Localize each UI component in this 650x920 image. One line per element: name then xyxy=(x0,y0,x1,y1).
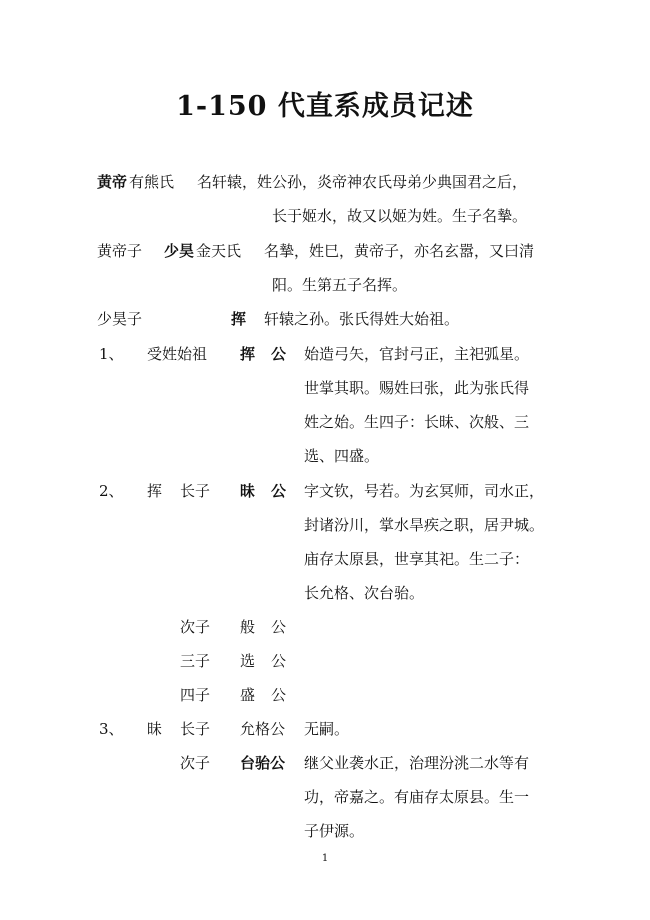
entry-3-role: 长子 xyxy=(180,720,211,738)
huangdi-clan: 有熊氏 xyxy=(129,173,175,191)
entry-1-name: 挥 xyxy=(240,345,256,363)
entry-taitai-desc-line-1: 继父业袭水正，治理汾洮二水等有 xyxy=(304,754,530,772)
entry-ban-role: 次子 xyxy=(180,618,211,636)
entry-1-desc-line-2: 世掌其职。赐姓曰张，此为张氏得 xyxy=(304,379,530,397)
entry-sheng-name: 盛 xyxy=(240,686,256,704)
entry-2-role: 长子 xyxy=(180,482,211,500)
entry-taitai-desc-line-3: 子伊源。 xyxy=(304,822,365,840)
entry-taitai-name: 台骀公 xyxy=(240,754,286,772)
entry-2-name: 昧 xyxy=(240,482,256,500)
entry-taitai-role: 次子 xyxy=(180,754,211,772)
entry-2-parent: 挥 xyxy=(147,482,163,500)
huangdi-desc-line-1: 名轩辕，姓公孙，炎帝神农氏母弟少典国君之后， xyxy=(197,173,528,191)
entry-taitai-desc-line-2: 功，帝嘉之。有庙存太原县。生一 xyxy=(304,788,530,806)
shaohao-name: 少昊 xyxy=(164,242,195,260)
page-number: 1 xyxy=(321,853,329,864)
entry-2-desc-line-2: 封诸汾川，掌水旱疾之职，居尹城。 xyxy=(304,516,545,534)
entry-1-desc-line-1: 始造弓矢，官封弓正，主祀弧星。 xyxy=(304,345,530,363)
entry-1-role: 受姓始祖 xyxy=(147,345,208,363)
hui-desc-line-1: 轩辕之孙。张氏得姓大始祖。 xyxy=(264,310,460,328)
shaohao-desc-line-2: 阳。生第五子名挥。 xyxy=(272,276,408,294)
entry-xuan-name: 选 xyxy=(240,652,256,670)
entry-3-gen: 3、 xyxy=(99,720,124,738)
entry-sheng-suffix: 公 xyxy=(271,686,287,704)
entry-sheng-role: 四子 xyxy=(180,686,211,704)
entry-2-suffix: 公 xyxy=(271,482,287,500)
entry-2-desc-line-3: 庙存太原县，世享其祀。生二子： xyxy=(304,550,530,568)
huangdi-name: 黄帝 xyxy=(97,173,128,191)
shaohao-relation: 黄帝子 xyxy=(97,242,143,260)
entry-ban-suffix: 公 xyxy=(271,618,287,636)
hui-relation: 少昊子 xyxy=(97,310,143,328)
entry-ban-name: 般 xyxy=(240,618,256,636)
entry-2-desc-line-4: 长允格、次台骀。 xyxy=(304,584,425,602)
shaohao-clan: 金天氏 xyxy=(196,242,242,260)
entry-1-gen: 1、 xyxy=(99,345,124,363)
entry-2-desc-line-1: 字文钦，号若。为玄冥师，司水正， xyxy=(304,482,545,500)
shaohao-desc-line-1: 名摯，姓巳，黄帝子，亦名玄嚣，又曰清 xyxy=(264,242,535,260)
entry-3-parent: 昧 xyxy=(147,720,163,738)
entry-1-desc-line-3: 姓之始。生四子：长昧、次般、三 xyxy=(304,413,530,431)
hui-name: 挥 xyxy=(231,310,247,328)
entry-xuan-role: 三子 xyxy=(180,652,211,670)
entry-3-desc-line-1: 无嗣。 xyxy=(304,720,350,738)
entry-1-desc-line-4: 选、四盛。 xyxy=(304,447,380,465)
entry-1-suffix: 公 xyxy=(271,345,287,363)
entry-3-name: 允格公 xyxy=(240,720,286,738)
entry-2-gen: 2、 xyxy=(99,482,124,500)
page-title: 1-150 代直系成员记述 xyxy=(176,91,474,122)
huangdi-desc-line-2: 长于姬水，故又以姬为姓。生子名摯。 xyxy=(272,207,528,225)
entry-xuan-suffix: 公 xyxy=(271,652,287,670)
